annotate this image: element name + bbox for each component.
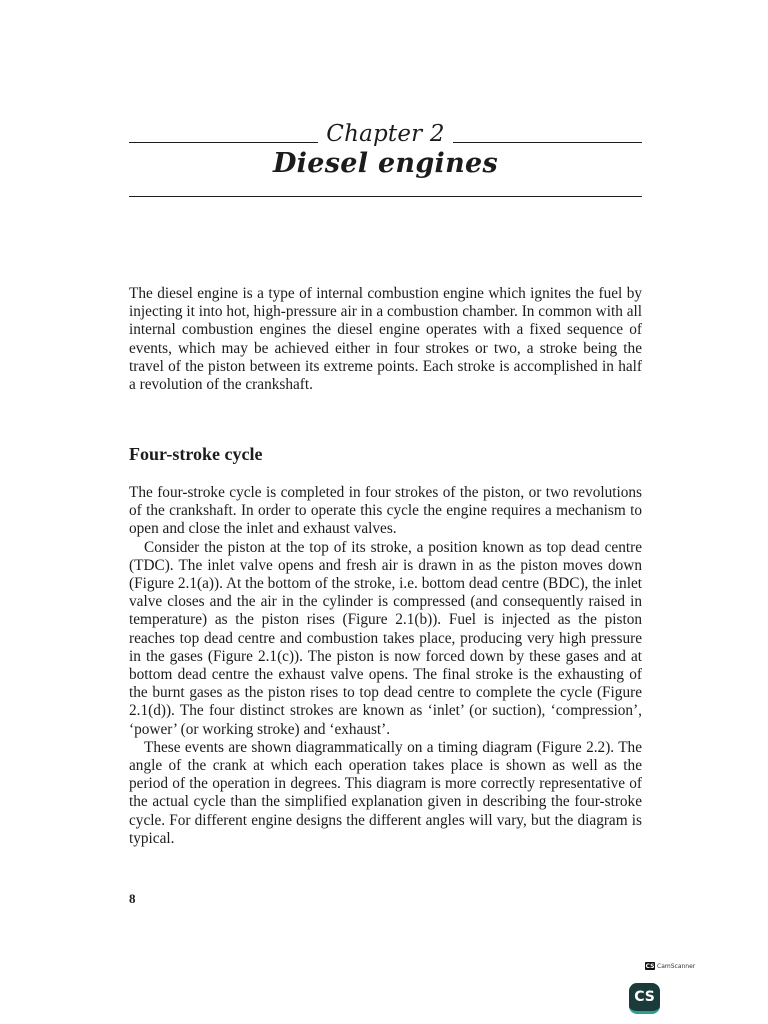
- chapter-rule-right: [453, 142, 642, 143]
- chapter-header: [129, 118, 642, 150]
- camscanner-logo-icon: CS: [629, 983, 660, 1014]
- chapter-title: Diesel engines: [272, 148, 499, 179]
- camscanner-watermark: [645, 962, 695, 970]
- body-paragraph-2: Consider the piston at the top of its stroke, a position known as top dead centre (TDC). The inlet valve opens and fresh air is drawn in as the piston moves down (Figure 2.1(a)). At the bottom of the stroke, i.e. bottom dead centre (BDC), the inlet valve closes and the air in the cylinder is compressed (and consequently raised in temperature) as the piston rises (Figure 2.1(b)). Fuel is injected as the piston reaches top dead centre and combustion takes place, producing very high pressure in the gases (Figure 2.1(c)). The piston is now forced down by these gases and at bottom dead centre the exhaust valve opens. The final stroke is the exhausting of the burnt gases as the piston rises to top dead centre to complete the cycle (Figure 2.1(d)). The four distinct strokes are known as ‘inlet’ (or suction), ‘compression’, ‘power’ (or working stroke) and ‘exhaust’.: [129, 538, 642, 738]
- camscanner-mini-logo-icon: CS: [645, 962, 655, 970]
- intro-paragraph: The diesel engine is a type of internal combustion engine which ignites the fuel by injecting it into hot, high-pressure air in a combustion chamber. In common with all internal combustion engines the diesel engine operates with a fixed sequence of events, which may be achieved either in four strokes or two, a stroke being the travel of the piston between its extreme points. Each stroke is accomplished in half a revolution of the crankshaft.: [129, 285, 642, 394]
- title-underline-rule: [129, 196, 642, 197]
- section-heading: Four-stroke cycle: [129, 444, 263, 464]
- body-paragraph-1: The four-stroke cycle is completed in four strokes of the piston, or two revolutions of the crankshaft. In order to operate this cycle the engine requires a mechanism to open and close the inlet and exhaust valves.: [129, 484, 642, 538]
- body-paragraph-3: These events are shown diagrammatically on a timing diagram (Figure 2.2). The angle of the crank at which each operation takes place is shown as well as the period of the operation in degrees. This diagram is more correctly representative of the actual cycle than the simplified explanation given in describing the four-stroke cycle. For different engine designs the different angles will vary, but the diagram is typical.: [129, 738, 642, 847]
- chapter-label: Chapter 2: [326, 121, 445, 147]
- camscanner-watermark-text: CamScanner: [657, 962, 696, 970]
- section-body: [129, 484, 642, 848]
- page-number: 8: [129, 891, 136, 906]
- chapter-rule-left: [129, 142, 318, 143]
